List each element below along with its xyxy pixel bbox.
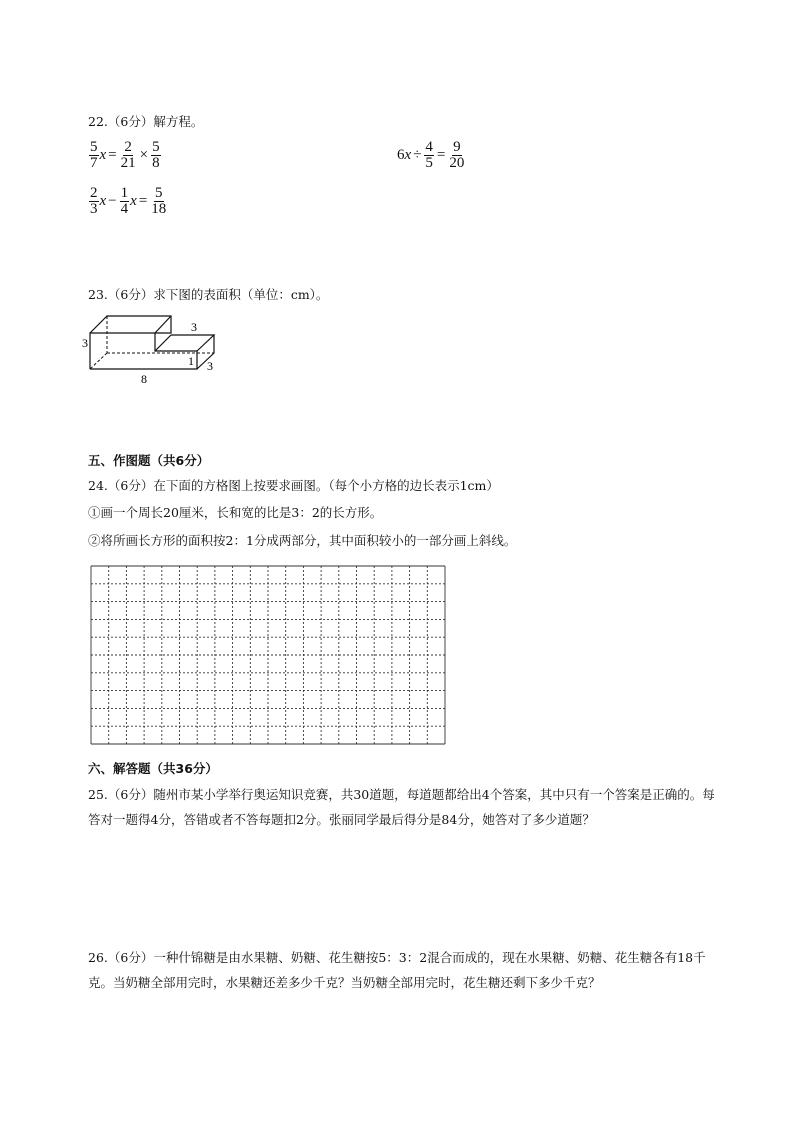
label-small: 1 xyxy=(188,354,194,368)
q25-text: 25.（6分）随州市某小学举行奥运知识竞赛，共30道题，每道题都给出4个答案，其中只有一个答案是正确的。每答对一题得4分，答错或者不答每题扣2分。张丽同学最后得分是84分，她答对了多少道题？ xyxy=(88,787,715,827)
label-length: 8 xyxy=(141,372,147,386)
step-top xyxy=(171,335,214,351)
section-5-title: 五、作图题（共6分） xyxy=(88,453,210,468)
label-step: 3 xyxy=(191,320,197,334)
square-grid xyxy=(90,565,446,745)
fraction: $\frac{2}{3}$ xyxy=(90,185,98,217)
q22-title: 22.（6分）解方程。 xyxy=(88,114,204,129)
fraction: $\frac{9}{20}$ xyxy=(449,139,465,171)
label-height: 3 xyxy=(82,336,88,350)
q22-equation-1: $\frac{5}{7}$ x = $\frac{2}{21}$ × $\frac{5}{8}$ xyxy=(90,139,160,171)
fraction: $\frac{5}{18}$ xyxy=(151,185,167,217)
q24-item-2: ②将所画长方形的面积按2：1分成两部分，其中面积较小的一部分画上斜线。 xyxy=(88,533,517,548)
q24-item-1: ①画一个周长20厘米，长和宽的比是3：2的长方形。 xyxy=(88,505,383,520)
q24-title: 24.（6分）在下面的方格图上按要求画图。（每个小方格的边长表示1cm） xyxy=(88,478,499,493)
q22-equation-3: $\frac{2}{3}$ x − $\frac{1}{4}$ x = $\frac{5}{18}$ xyxy=(90,185,167,217)
fraction: $\frac{1}{4}$ xyxy=(120,185,129,217)
hidden-edge-diagonal xyxy=(90,353,107,369)
tall-block-top xyxy=(90,316,171,333)
front-face-outline xyxy=(90,333,197,369)
fraction: $\frac{5}{8}$ xyxy=(152,139,160,171)
solid-figure-diagram xyxy=(80,305,240,390)
q22-equation-2: 6 x ÷ $\frac{4}{5}$ = $\frac{9}{20}$ xyxy=(397,139,465,171)
section-6-title: 六、解答题（共36分） xyxy=(88,761,218,776)
fraction: $\frac{4}{5}$ xyxy=(425,139,433,171)
step-edge xyxy=(155,335,171,351)
label-depth: 3 xyxy=(207,359,213,373)
fraction: $\frac{5}{7}$ xyxy=(90,139,98,171)
tall-block-top-edge xyxy=(155,316,171,333)
q26-text: 26.（6分）一种什锦糖是由水果糖、奶糖、花生糖按5：3：2混合而成的，现在水果糖、奶糖、花生糖各有18千克。当奶糖全部用完时，水果糖还差多少千克？当奶糖全部用完时，花生糖还剩下多少千克？ xyxy=(88,950,706,990)
q23-title: 23.（6分）求下图的表面积（单位：cm）。 xyxy=(88,287,329,302)
fraction: $\frac{2}{21}$ xyxy=(120,139,136,171)
